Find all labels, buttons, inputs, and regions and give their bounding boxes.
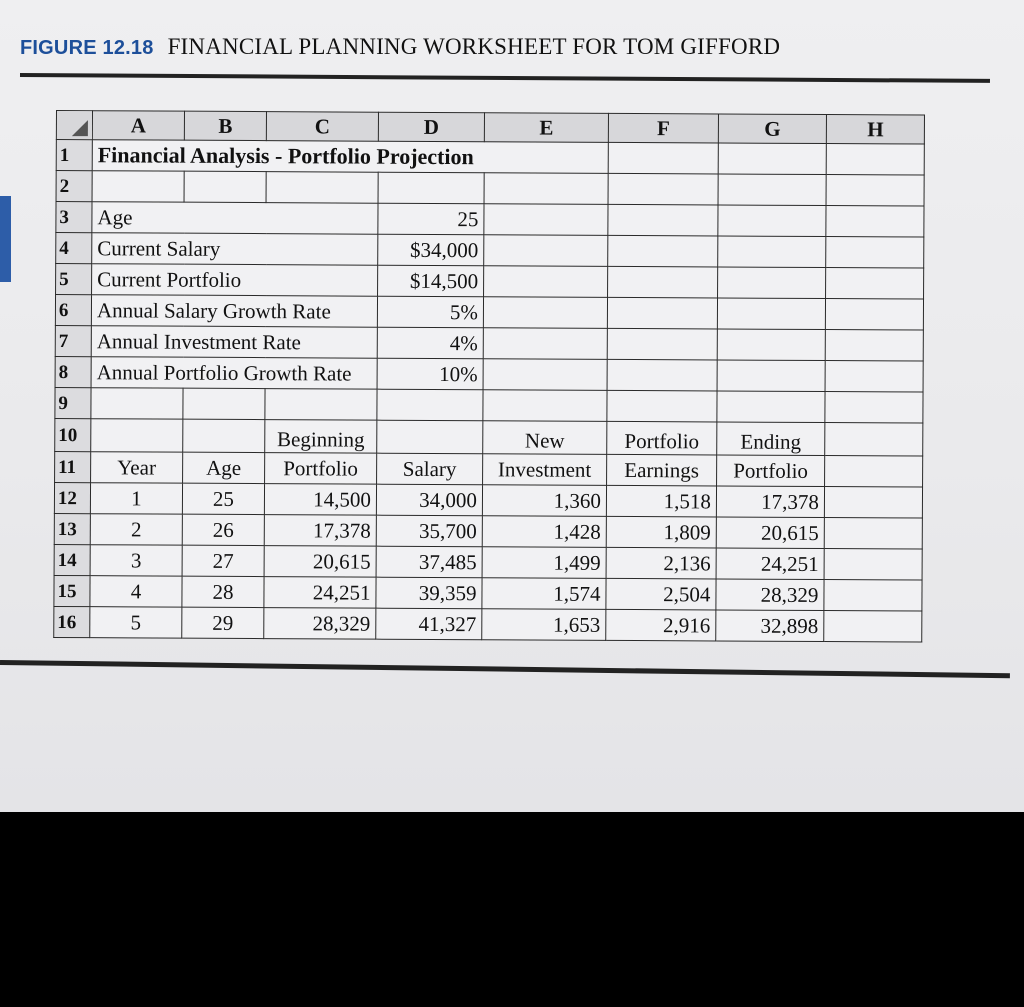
row-header[interactable]: 7 [55,325,91,356]
cell[interactable] [718,143,826,175]
cell[interactable] [608,173,718,205]
portfolio-earnings-cell[interactable]: 2,916 [606,609,716,641]
cell[interactable] [825,456,923,488]
table-row [54,513,922,549]
salary-cell[interactable]: 41,327 [376,608,482,640]
age-cell[interactable]: 28 [182,576,264,607]
cell[interactable] [824,487,922,519]
dark-background [0,812,1024,1007]
figure-title: FINANCIAL PLANNING WORKSHEET FOR TOM GIFFORD [167,34,781,59]
year-cell[interactable]: 3 [90,545,182,576]
row-header[interactable]: 15 [54,575,90,606]
header-cell[interactable]: Ending [717,422,825,456]
row-header[interactable]: 4 [56,233,92,264]
year-cell[interactable]: 5 [90,607,182,638]
header-cell[interactable]: Year [91,452,183,483]
input-value[interactable]: $34,000 [378,234,484,266]
cell[interactable] [608,142,718,174]
table-row [54,606,922,642]
sheet-row [55,387,923,423]
age-cell[interactable]: 25 [182,483,264,514]
year-cell[interactable]: 1 [90,483,182,514]
cell[interactable] [825,299,923,331]
sheet-row [56,140,924,176]
row-header[interactable]: 13 [54,513,90,544]
input-label[interactable]: Current Portfolio [92,264,378,296]
figure-label: FIGURE 12.18 [20,37,154,59]
cell[interactable] [824,611,922,643]
row-header[interactable]: 6 [55,295,91,326]
beginning-portfolio-cell[interactable]: 28,329 [264,608,376,640]
input-value[interactable]: 4% [377,327,483,359]
table-row [54,482,922,518]
cell[interactable] [92,171,184,202]
cell[interactable] [484,173,608,205]
input-value[interactable]: 5% [377,296,483,328]
column-header[interactable]: G [718,114,826,144]
cell[interactable] [483,297,607,329]
cell[interactable] [483,359,607,391]
cell[interactable] [377,389,483,421]
header-cell[interactable] [91,419,183,452]
input-label[interactable]: Age [92,202,378,234]
new-investment-cell[interactable]: 1,360 [482,485,606,517]
header-cell[interactable]: Salary [377,453,483,485]
cell[interactable] [824,518,922,550]
figure-caption [20,34,780,60]
cell[interactable] [265,389,377,421]
sheet-row [56,171,924,207]
row-header[interactable]: 11 [55,451,91,482]
portfolio-earnings-cell[interactable]: 1,809 [606,516,716,548]
cell[interactable] [825,330,923,362]
row-header[interactable]: 2 [56,171,92,202]
input-row [55,356,923,392]
input-label[interactable]: Annual Salary Growth Rate [91,295,377,327]
row-header[interactable]: 5 [56,264,92,295]
cell[interactable] [608,235,718,267]
row-header[interactable]: 1 [56,140,92,171]
cell[interactable] [266,172,378,204]
input-label[interactable]: Current Salary [92,233,378,265]
cell[interactable] [483,390,607,422]
cell[interactable] [718,205,826,237]
portfolio-earnings-cell[interactable]: 1,518 [606,485,716,517]
header-cell[interactable]: Investment [483,454,607,486]
spreadsheet [53,110,925,643]
cell[interactable] [825,423,923,457]
cell[interactable] [608,204,718,236]
table-header-row [55,451,923,487]
salary-cell[interactable]: 35,700 [376,515,482,547]
row-header[interactable]: 16 [54,606,90,637]
input-value[interactable]: $14,500 [378,265,484,297]
input-row [56,233,924,269]
cell[interactable] [484,266,608,298]
input-label[interactable]: Annual Investment Rate [91,326,377,358]
year-cell[interactable]: 4 [90,576,182,607]
cell[interactable] [483,328,607,360]
salary-cell[interactable]: 39,359 [376,577,482,609]
cell[interactable] [91,388,183,419]
cell[interactable] [826,268,924,300]
cell[interactable] [484,204,608,236]
row-header[interactable]: 9 [55,387,91,418]
input-row [55,295,923,331]
cell[interactable] [608,266,718,298]
header-cell[interactable]: Portfolio [717,455,825,487]
row-header[interactable]: 14 [54,544,90,575]
ending-portfolio-cell[interactable]: 17,378 [716,486,824,518]
cell[interactable] [718,236,826,268]
input-value[interactable]: 10% [377,358,483,390]
header-cell[interactable]: Portfolio [265,453,377,485]
input-row [55,325,923,361]
select-all-corner[interactable] [56,111,92,140]
ending-portfolio-cell[interactable]: 28,329 [716,579,824,611]
cell[interactable] [825,392,923,424]
ending-portfolio-cell[interactable]: 20,615 [716,517,824,549]
column-header[interactable]: C [266,112,378,142]
cell[interactable] [378,172,484,204]
cell[interactable] [484,235,608,267]
age-cell[interactable]: 26 [182,514,264,545]
sheet-title[interactable]: Financial Analysis - Portfolio Projection [92,140,608,174]
cell[interactable] [825,361,923,393]
column-header[interactable]: B [184,111,266,140]
cell[interactable] [717,329,825,361]
beginning-portfolio-cell[interactable]: 20,615 [264,546,376,578]
cell[interactable] [824,580,922,612]
column-header[interactable]: F [608,113,718,143]
salary-cell[interactable]: 37,485 [376,546,482,578]
header-cell[interactable]: New [483,421,607,455]
table-row [54,575,922,611]
new-investment-cell[interactable]: 1,428 [482,516,606,548]
portfolio-earnings-cell[interactable]: 2,504 [606,578,716,610]
ending-portfolio-cell[interactable]: 32,898 [716,610,824,642]
cell[interactable] [826,206,924,238]
cell[interactable] [607,297,717,329]
cell[interactable] [607,390,717,422]
header-cell[interactable] [183,419,265,452]
header-cell[interactable] [377,420,483,454]
row-header[interactable]: 10 [55,418,91,451]
input-row [56,202,924,238]
table-header-row [55,418,923,456]
worksheet-grid [53,110,925,643]
header-cell[interactable]: Earnings [607,454,717,486]
header-cell[interactable]: Age [183,452,265,483]
input-label[interactable]: Annual Portfolio Growth Rate [91,357,377,389]
column-header[interactable]: A [92,111,184,140]
salary-cell[interactable]: 34,000 [376,484,482,516]
cell[interactable] [824,549,922,581]
age-cell[interactable]: 27 [182,545,264,576]
new-investment-cell[interactable]: 1,499 [482,547,606,579]
beginning-portfolio-cell[interactable]: 17,378 [264,515,376,547]
header-cell[interactable]: Portfolio [607,421,717,455]
bottom-rule [0,660,1010,678]
cell[interactable] [607,359,717,391]
column-header[interactable]: E [484,113,608,143]
new-investment-cell[interactable]: 1,574 [482,578,606,610]
input-value[interactable]: 25 [378,203,484,235]
cell[interactable] [184,171,266,202]
portfolio-earnings-cell[interactable]: 2,136 [606,547,716,579]
input-row [56,264,924,300]
cell[interactable] [717,391,825,423]
cell[interactable] [607,328,717,360]
page-edge-tab [0,196,11,282]
cell[interactable] [826,175,924,207]
column-header[interactable]: H [826,115,924,145]
cell[interactable] [826,144,924,176]
table-row [54,544,922,580]
row-header[interactable]: 3 [56,202,92,233]
age-cell[interactable]: 29 [182,607,264,638]
cell[interactable] [718,174,826,206]
cell[interactable] [718,267,826,299]
year-cell[interactable]: 2 [90,514,182,545]
column-header[interactable]: D [378,112,484,142]
cell[interactable] [717,360,825,392]
cell[interactable] [183,388,265,419]
beginning-portfolio-cell[interactable]: 14,500 [264,484,376,516]
select-all-icon [72,120,88,136]
caption-rule [20,73,990,83]
new-investment-cell[interactable]: 1,653 [482,609,606,641]
cell[interactable] [826,237,924,269]
row-header[interactable]: 8 [55,356,91,387]
header-cell[interactable]: Beginning [265,420,377,454]
row-header[interactable]: 12 [54,482,90,513]
column-header-row [56,111,924,145]
beginning-portfolio-cell[interactable]: 24,251 [264,577,376,609]
ending-portfolio-cell[interactable]: 24,251 [716,548,824,580]
cell[interactable] [717,298,825,330]
